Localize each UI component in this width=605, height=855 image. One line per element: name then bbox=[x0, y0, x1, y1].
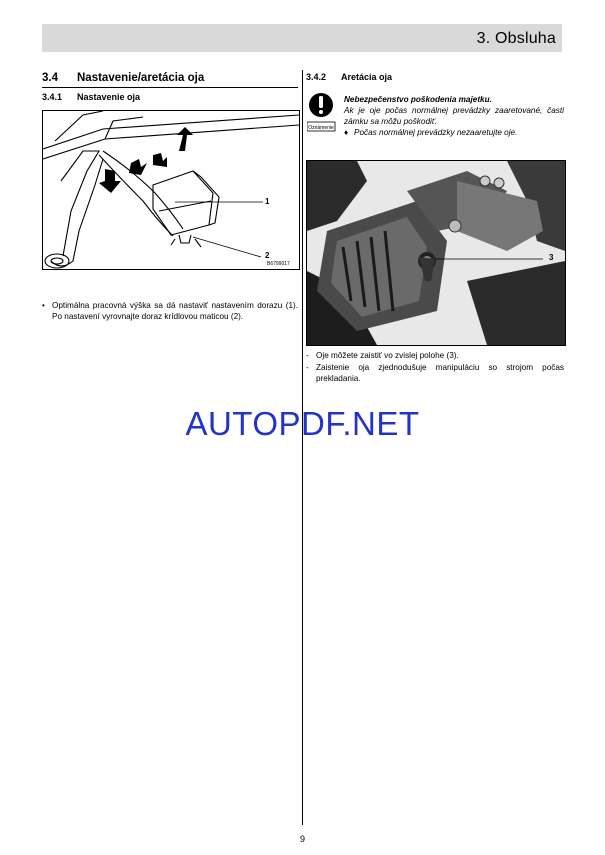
subsection-number: 3.4.1 bbox=[42, 92, 63, 102]
chapter-title: 3. Obsluha bbox=[476, 30, 556, 47]
bullet-text: Zaistenie oja zjednodušuje manipuláciu so strojom počas prekladania. bbox=[316, 363, 564, 383]
notice-bullet-mark: ♦ bbox=[344, 128, 349, 137]
left-column bbox=[42, 70, 298, 102]
section-title: Nastavenie/aretácia oja bbox=[77, 72, 205, 84]
drawbar-lock-figure bbox=[306, 160, 566, 346]
drawbar-adjustment-figure bbox=[42, 110, 300, 270]
list-item bbox=[42, 300, 298, 322]
callout-label-3: 3 bbox=[549, 253, 554, 262]
subsection-title: Aretácia oja bbox=[341, 72, 393, 82]
notice-title: Nebezpečenstvo poškodenia majetku. bbox=[344, 95, 492, 104]
subsection-heading bbox=[42, 92, 298, 102]
section-heading bbox=[42, 70, 298, 88]
column-divider bbox=[302, 70, 303, 825]
notice-bullet-text: Počas normálnej prevádzky nezaaretujte oje. bbox=[354, 128, 518, 137]
bullet-mark: • bbox=[42, 301, 45, 310]
right-column bbox=[306, 70, 564, 82]
subsection-number: 3.4.2 bbox=[306, 72, 327, 82]
watermark: AUTOPDF.NET bbox=[185, 405, 420, 442]
drawbar-lock-photo bbox=[307, 161, 565, 345]
list-item bbox=[306, 350, 564, 361]
section-number: 3.4 bbox=[42, 72, 58, 84]
subsection-title: Nastavenie oja bbox=[77, 92, 141, 102]
subsection-heading-right bbox=[306, 72, 564, 82]
warning-icon bbox=[307, 92, 335, 136]
bullet-text: Oje môžete zaistiť vo zvislej polohe (3). bbox=[316, 351, 459, 360]
list-item bbox=[306, 362, 564, 384]
right-bullet-list bbox=[306, 350, 564, 385]
notice-bullet bbox=[344, 127, 564, 138]
callout-label-2: 2 bbox=[265, 251, 270, 260]
bullet-mark: - bbox=[306, 351, 309, 360]
left-bullet-list bbox=[42, 300, 298, 323]
callout-label-1: 1 bbox=[265, 197, 270, 206]
figure-code: B6799017 bbox=[267, 261, 290, 267]
exclamation-icon bbox=[307, 92, 337, 136]
notice-text bbox=[344, 94, 564, 138]
notice-label: Oznámenie bbox=[308, 125, 334, 131]
notice-body: Ak je oje počas normálnej prevádzky zaaretované, časti zámku sa môžu poškodiť. bbox=[344, 106, 564, 126]
drawbar-illustration bbox=[43, 111, 299, 269]
chapter-header-bar bbox=[42, 24, 562, 52]
bullet-mark: - bbox=[306, 363, 309, 372]
bullet-text: Optimálna pracovná výška sa dá nastaviť nastavením dorazu (1). Po nastavení vyrovnajte doraz krídlovou maticou (2). bbox=[52, 301, 298, 321]
page-number: 9 bbox=[299, 834, 305, 844]
